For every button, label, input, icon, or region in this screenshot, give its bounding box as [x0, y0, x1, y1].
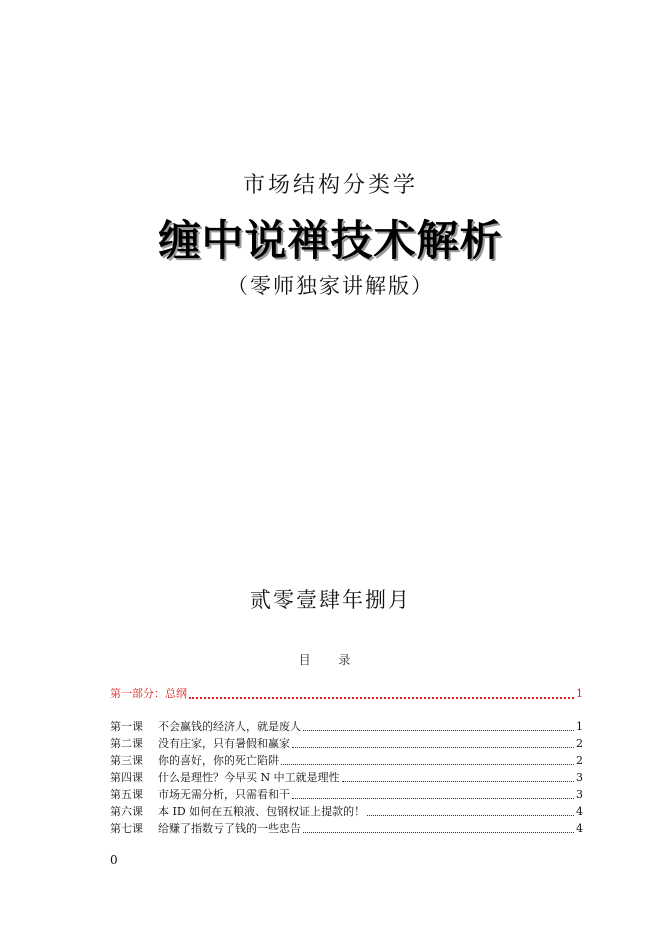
toc-entry-lesson-7[interactable]	[110, 820, 583, 837]
toc-entry-label	[110, 718, 301, 735]
toc-lesson-number: 第七课	[110, 822, 143, 835]
toc-leader-dots	[303, 718, 574, 735]
toc-lesson-title: 你的喜好，你的死亡陷阱	[158, 754, 279, 767]
publication-date: 贰零壹肆年捌月	[250, 588, 411, 612]
toc-lesson-number: 第二课	[110, 737, 143, 750]
toc-page-number: 3	[576, 788, 583, 801]
toc-entry-label	[110, 735, 290, 752]
toc-leader-dots	[367, 803, 574, 820]
toc-entry-label	[110, 803, 365, 820]
toc-lesson-number: 第三课	[110, 754, 143, 767]
toc-part-label: 第一部分：总纲	[110, 687, 187, 700]
toc-leader-dots	[292, 786, 574, 803]
toc-entry-label	[110, 820, 301, 837]
toc-page-number: 2	[576, 737, 583, 750]
footer-page-number: 0	[110, 853, 118, 867]
toc-lesson-title: 市场无需分析，只需看和干	[158, 788, 290, 801]
toc-entry-lesson-2[interactable]	[110, 735, 583, 752]
toc-entry-label	[110, 752, 279, 769]
toc-leader-dots	[281, 752, 574, 769]
toc-lesson-title: 本 ID 如何在五粮液、包钢权证上提款的！	[158, 805, 366, 818]
toc-page-number: 1	[576, 687, 583, 700]
toc-lesson-number: 第五课	[110, 788, 143, 801]
toc-entry-lesson-6[interactable]	[110, 803, 583, 820]
toc-entry-lesson-4[interactable]	[110, 769, 583, 786]
sub-title: （零师独家讲解版）	[227, 274, 434, 298]
toc-page-number: 1	[576, 720, 583, 733]
toc-leader-dots	[292, 735, 574, 752]
toc-leader-dots	[189, 685, 574, 702]
toc-entry-lesson-3[interactable]	[110, 752, 583, 769]
toc-entry-label	[110, 786, 290, 803]
toc-entry-lesson-5[interactable]	[110, 786, 583, 803]
toc-page-number: 3	[576, 771, 583, 784]
toc-lesson-number: 第一课	[110, 720, 143, 733]
toc-lesson-title: 什么是理性？今早买 N 中工就是理性	[158, 771, 340, 784]
toc-entry-lesson-1[interactable]	[110, 718, 583, 735]
series-title: 市场结构分类学	[242, 173, 418, 198]
toc-page-number: 2	[576, 754, 583, 767]
toc-page-number: 4	[576, 805, 583, 818]
toc-leader-dots	[342, 769, 574, 786]
toc-lesson-title: 不会赢钱的经济人，就是废人	[158, 720, 301, 733]
toc-lesson-number: 第六课	[110, 805, 143, 818]
toc-leader-dots	[303, 820, 574, 837]
main-title: 缠中说禅技术解析	[158, 216, 503, 265]
toc-entry-label	[110, 769, 340, 786]
toc-page-number: 4	[576, 822, 583, 835]
toc-lesson-title: 没有庄家，只有暑假和赢家	[158, 737, 290, 750]
table-of-contents	[110, 684, 583, 837]
toc-part-entry[interactable]	[110, 684, 583, 702]
toc-lesson-number: 第四课	[110, 771, 143, 784]
toc-lesson-title: 给赚了指数亏了钱的一些忠告	[158, 822, 301, 835]
toc-heading: 目 录	[298, 653, 363, 667]
